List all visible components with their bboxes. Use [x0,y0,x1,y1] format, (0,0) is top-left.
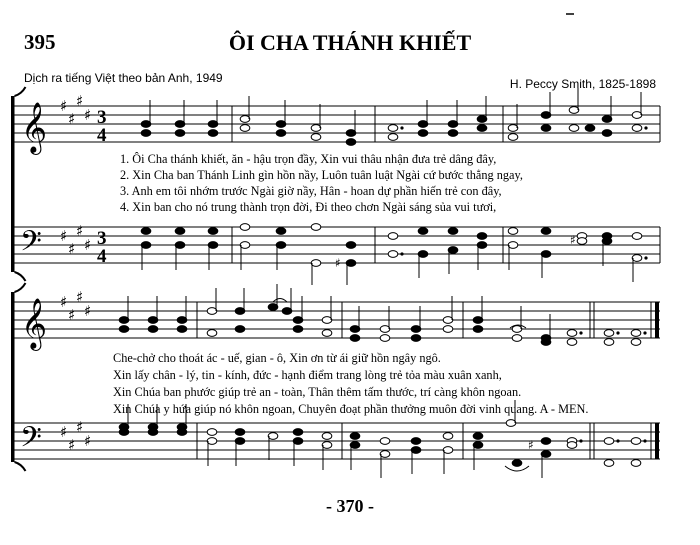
svg-text:4: 4 [97,246,107,267]
lyric-verse-2-line-1: 2. Xin Cha ban Thánh Linh gìn hồn nầy, Luôn tuân luật Ngài cứ bước thẳng ngay, [120,168,523,182]
svg-text:♯: ♯ [84,302,92,320]
page-number: - 370 - [326,496,374,516]
svg-text:♯: ♯ [68,240,76,258]
svg-text:♯: ♯ [60,97,68,115]
lyric-verse-3-line-1: 3. Anh em tôi nhớm trước Ngài giờ nầy, Hân - hoan dự phần hiến trẻ con đây, [120,184,502,198]
time-signature [97,107,107,267]
svg-text:4: 4 [97,125,107,146]
svg-text:♯: ♯ [60,423,68,441]
svg-text:♯: ♯ [76,222,84,240]
svg-text:♯: ♯ [60,293,68,311]
key-signature-sharps-2 [60,288,91,454]
svg-text:3: 3 [97,107,107,128]
lyric-verse-2-line-2: Xin lấy chân - lý, tin - kính, đức - hạnh điểm trang lòng trẻ tỏa màu xuân xanh, [113,368,502,382]
svg-text:♯: ♯ [528,438,534,452]
lyric-verse-1-line-1: 1. Ôi Cha thánh khiết, ăn - hậu trọn đầy, Xin vui thâu nhận đưa trẻ dâng đây, [120,152,497,166]
lyric-verse-4-line-2: Xin Chúa y hứa giúp nó khôn ngoan, Chuyên đoạt phần thưởng muôn đời vinh quang. A - MEN. [113,402,589,416]
lyric-verse-1-line-2: Che-chở cho thoát ác - uế, gian - ô, Xin ơn từ ái giữ hồn ngây ngô. [113,351,441,365]
svg-text:♯: ♯ [84,432,92,450]
svg-text:♯: ♯ [68,110,76,128]
lyric-verse-3-line-2: Xin Chúa ban phước giúp trẻ an - toàn, Thân thêm tấm thước, trí càng khôn ngoan. [113,385,522,399]
svg-text:♯: ♯ [76,92,84,110]
treble-staff-2 [14,302,660,338]
svg-text:♯: ♯ [84,106,92,124]
svg-text:3: 3 [97,228,107,249]
hymn-title: ÔI CHA THÁNH KHIẾT [228,30,472,55]
svg-text:♯: ♯ [68,306,76,324]
svg-text:♯: ♯ [68,436,76,454]
svg-text:♯: ♯ [84,236,92,254]
hymn-number: 395 [24,30,56,54]
svg-text:♯: ♯ [60,227,68,245]
lyric-verse-4-line-1: 4. Xin ban cho nó trung thành trọn đời, Đi theo chơn Ngài sáng sủa vui tươi, [120,200,497,214]
svg-text:♯: ♯ [570,233,576,247]
svg-text:♯: ♯ [76,418,84,436]
composer-credit: H. Peccy Smith, 1825-1898 [509,77,656,91]
treble-staff-1 [14,106,660,142]
svg-text:♯: ♯ [76,288,84,306]
treble-clef-icon: 𝄞 [21,102,48,153]
treble-notes-1 [141,107,642,146]
svg-text:♯: ♯ [335,256,341,270]
bass-clef-icon-2: 𝄢 [20,421,42,461]
bass-staff-2 [14,423,660,459]
treble-clef-icon-2: 𝄞 [21,298,48,349]
bass-clef-icon: 𝄢 [20,225,42,265]
translation-note: Dịch ra tiếng Việt theo bản Anh, 1949 [24,71,223,85]
key-signature-sharps [60,92,91,258]
